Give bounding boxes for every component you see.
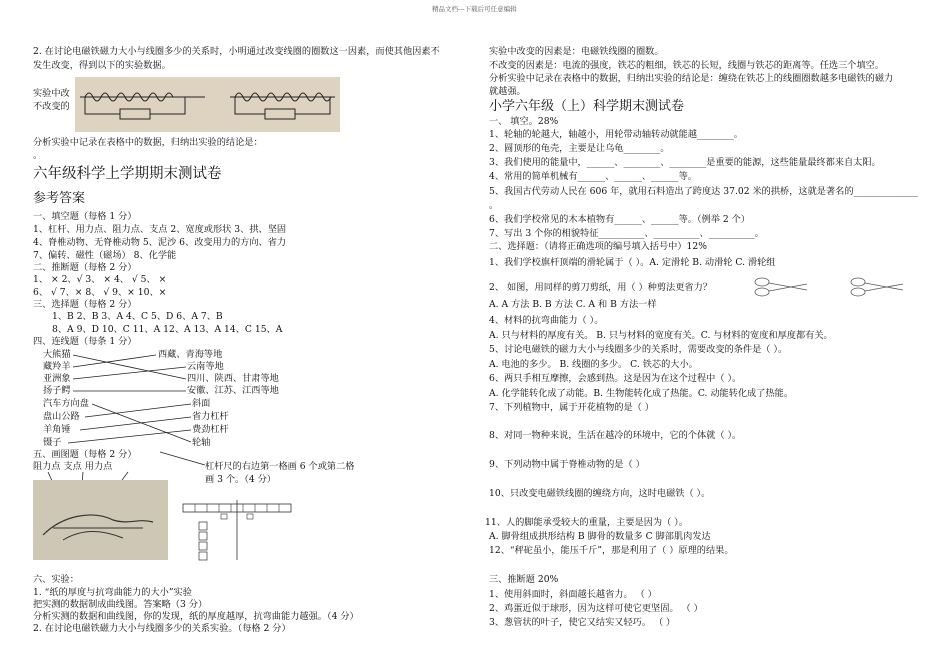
left-analyze: 分析实验中记录在表格中的数据，归纳出实验的结论是： (33, 137, 263, 148)
link-left-item: 镊子 (43, 437, 62, 448)
choice-q5-options: A. 电池的多少。 B. 线圈的多少。 C. 铁芯的大小。 (489, 359, 698, 370)
fill-q7: 7、写出 3 个你的相貌特征__________、__________、__________。 (489, 228, 764, 239)
link-right-item: 斜面 (192, 398, 211, 409)
draw-heading: 五、画图题（每格 2 分） (33, 449, 137, 460)
link-heading: 四、连线题（每条 1 分） (33, 336, 137, 347)
link-right-item: 四川、陕西、甘肃等地 (187, 373, 279, 384)
fill-q2: 2、圆顶形的龟壳，主要是让乌龟________。 (489, 143, 670, 154)
fill-q3: 3、我们使用的能量中，______、________、________是重要的能源，这些能量最终都来自太阳。 (489, 157, 881, 168)
fill-q6: 6、我们学校常见的木本植物有______、______等。（例举 2 个） (489, 214, 750, 225)
choice-q7: 7、下列植物中，属于开花植物的是（ ） (489, 402, 654, 413)
choice-q6-options: A. 化学能转化成了动能。B. 生物能转化成了热能。C. 动能转化成了热能。 (489, 388, 794, 399)
fill-q5: 5、我国古代劳动人民在 606 年，就用石料造出了跨度达 37.02 米的拱桥，这就是著名的______________ (489, 186, 918, 197)
link-left-item: 大熊猫 (43, 349, 71, 360)
exp-2: 2. 在讨论电磁铁磁力大小与线圈多少的关系实验。（每格 2 分） (33, 623, 291, 634)
left-q2-line2: 发生改变，得到以下的实验数据。 (33, 60, 171, 71)
choice-q6: 6、两只手相互摩擦，会感到热。这是因为在这个过程中（ ）。 (489, 373, 742, 384)
link-left-item: 盘山公路 (43, 411, 80, 422)
judge-q2: 2、鸡蛋近似于球形，因为这样可使它更坚固。 （ ） (489, 603, 703, 614)
section-1: 一、 填空。28% (489, 116, 559, 127)
choice-q12: 12、“秤砣虽小，能压千斤”，那是利用了（ ）原理的结果。 (489, 545, 734, 556)
left-q2-line1: 2. 在讨论电磁铁磁力大小与线圈多少的关系时，小明通过改变线圈的圈数这一因素，而使其他因素不 (33, 46, 440, 57)
left-title: 六年级科学上学期期末测试卷 (33, 166, 222, 182)
fill-row-2: 4、脊椎动物、无脊椎动物 5、泥沙 6、改变用力的方向、省力 (33, 237, 287, 248)
fill-row-3: 7、偏转、磁性（磁场） 8、化学能 (33, 250, 177, 261)
left-exp-nochange: 不改变的 (33, 101, 70, 112)
draw-labels: 阻力点 支点 用力点 (33, 461, 113, 472)
link-right-item: 费劲杠杆 (192, 424, 229, 435)
fill-q5b: 。 (489, 200, 499, 211)
exp-heading: 六、实验： (33, 574, 79, 585)
link-left-item: 羊角锤 (43, 424, 71, 435)
left-dot: 。 (33, 150, 43, 161)
link-left-item: 汽车方向盘 (43, 398, 89, 409)
link-right-item: 省力杠杆 (192, 411, 229, 422)
choice-q11: 11、人的脚能承受较大的重量，主要是因为（ ）。 (485, 517, 688, 528)
fill-row-1: 1、杠杆、用力点、阻力点、支点 2、宽度或形状 3、拱、坚固 (33, 224, 287, 235)
choice-q8: 8、对同一物种来说，生活在越冷的环境中，它的个体就（ ）。 (489, 430, 742, 441)
section-2: 二、选择题：（请将正确选项的编号填入括号中）12% (489, 241, 707, 252)
hand-lever-drawing (33, 480, 168, 560)
link-right-item: 安徽、江苏、江西等地 (187, 385, 279, 396)
link-left-item: 扬子鳄 (43, 385, 71, 396)
exp-1b: 分析实测的数据和曲线图，你的发现，纸的厚度越厚，抗弯曲能力越强。（4 分） (33, 611, 359, 622)
exp-1a: 把实测的数据制成曲线图。答案略（3 分） (33, 599, 208, 610)
right-r2: 不改变的因素是：电流的强度，铁芯的粗细，铁芯的长短，线圈与铁芯的距离等。任选三个填空。 (489, 60, 885, 71)
choice-q4-options: A. 只与材料的厚度有关。 B. 只与材料的宽度有关。C. 与材料的宽度和厚度都有关。 (489, 330, 833, 341)
judge-row-2: 6、 √ 7、× 8、 √ 9、× 10、× (33, 287, 167, 298)
fill-q1: 1、轮轴的轮越大，轴越小，用轮带动轴转动就能越________。 (489, 129, 743, 140)
fill-q4: 4、常用的简单机械有______、______、______等。 (489, 171, 697, 182)
link-right-item: 轮轴 (192, 437, 211, 448)
link-right-item: 云南等地 (187, 361, 224, 372)
choice-row-2: 8、A 9、D 10、C 11、A 12、A 13、A 14、C 15、A (52, 324, 283, 335)
scissors-icon (848, 272, 908, 302)
choice-heading: 三、选择题（每格 2 分） (33, 299, 137, 310)
fill-heading: 一、填空题（每格 1 分） (33, 211, 137, 222)
lever-ruler-diagram (183, 500, 303, 570)
choice-q11-options: A. 脚骨组成拱形结构 B 脚骨的数量多 C 脚部肌肉发达 (489, 531, 711, 542)
link-left-item: 亚洲象 (43, 373, 71, 384)
lever-note-1: 杠杆尺的右边第一格画 6 个或第二格 (205, 461, 355, 472)
right-r4: 就越强。 (489, 86, 526, 97)
judge-q1: 1、使用斜面时，斜面越长越省力。 （ ） (489, 589, 657, 600)
right-r1: 实验中改变的因素是：电磁铁线圈的圈数。 (489, 46, 664, 57)
choice-q10: 10、只改变电磁铁线圈的缠绕方向，这时电磁铁（ ）。 (489, 488, 711, 499)
scissors-icon (752, 272, 812, 302)
right-r3: 分析实验中记录在表格中的数据，归纳出实验的结论是：缠绕在铁芯上的线圈圈数越多电磁铁的磁力 (489, 73, 894, 84)
judge-row-1: 1、 × 2、√ 3、 × 4、 √ 5、 × (33, 274, 167, 285)
choice-q9: 9、下列动物中属于脊椎动物的是（ ） (489, 459, 645, 470)
choice-q4: 4、材料的抗弯曲能力（ ）。 (489, 315, 604, 326)
lever-note-2: 画 3 个。（4 分） (205, 474, 276, 485)
draw-arrows (0, 0, 200, 60)
left-exp-change: 实验中改 (33, 88, 70, 99)
choice-q2: 2、 如图，用同样的剪刀剪纸，用（ ）种剪法更省力？ (489, 282, 712, 293)
choice-q2-options: A. A 方法 B. B 方法 C. A 和 B 方法一样 (489, 299, 657, 310)
link-left-item: 藏羚羊 (43, 361, 71, 372)
right-title: 小学六年级（上）科学期末测试卷 (489, 99, 685, 114)
judge-q3: 3、葱管状的叶子，使它又结实又轻巧。 （ ） (489, 617, 676, 628)
choice-q5: 5、讨论电磁铁的磁力大小与线圈多少的关系时，需要改变的条件是（ ）。 (489, 344, 788, 355)
choice-q1: 1、我们学校旗杆顶端的滑轮属于（ ）。A. 定滑轮 B. 动滑轮 C. 滑轮组 (489, 257, 776, 268)
page-header: 精品文档---下载后可任意编辑 (432, 5, 517, 13)
answer-title: 参考答案 (33, 191, 86, 206)
exp-1: 1. “纸的厚度与抗弯曲能力的大小”实验 (33, 587, 192, 598)
judge-heading: 二、推断题（每格 2 分） (33, 262, 137, 273)
choice-row-1: 1、B 2、B 3、A 4、C 5、D 6、A 7、B (52, 311, 223, 322)
section-3: 三、推断题 20% (489, 574, 559, 585)
link-right-item: 西藏、青海等地 (158, 349, 223, 360)
